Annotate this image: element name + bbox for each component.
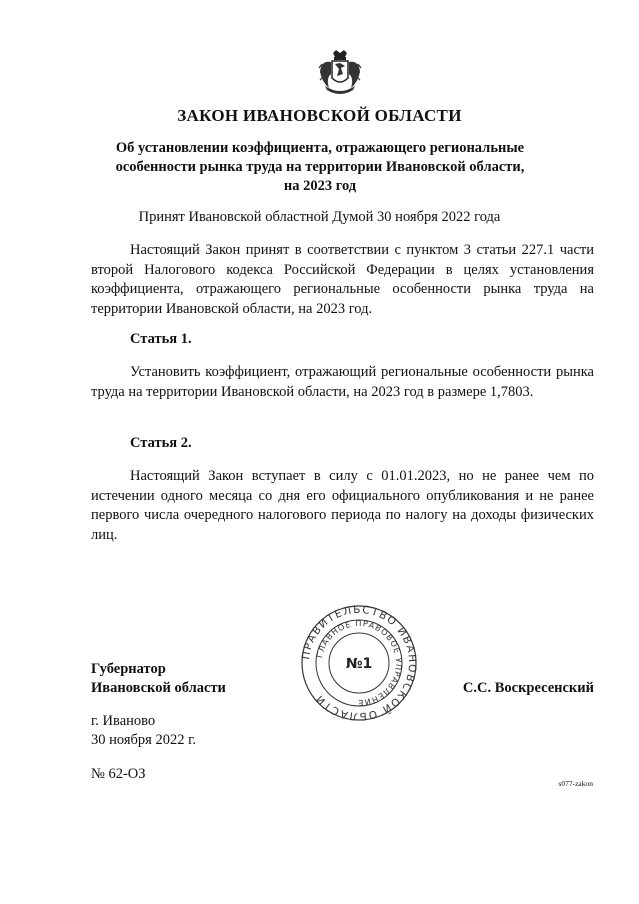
law-number: № 62-ОЗ [91,766,146,782]
subtitle-line: на 2023 год [283,178,357,194]
adoption-statement: Принят Ивановской областной Думой 30 ноября 2022 года [138,209,501,225]
subtitle-line: особенности рынка труда на территории Ивановской области, [115,159,525,175]
seal-outer-text: ПРАВИТЕЛЬСТВО ИВАНОВСКОЙ ОБЛАСТИ [300,604,418,722]
article-1-text: Установить коэффициент, отражающий региональные особенности рынка труда на территории Ивановской области, на 2023 год в размере 1,7803. [91,364,594,400]
preamble-paragraph: Настоящий Закон принят в соответствии с пунктом 3 статьи 227.1 части второй Налогового кодекса Российской Федерации в целях установления коэффициента, отражающего региональные особенности рынка труда на территории Ивановской области, на 2023 год. [91,242,594,317]
signatory-position-line: Губернатор [91,661,166,677]
coat-of-arms-icon [318,50,362,96]
article-2-text: Настоящий Закон вступает в силу с 01.01.2023, но не ранее чем по истечении одного месяца со дня его официального опубликования и не ранее первого числа очередного налогового периода по налогу на доходы физических лиц. [91,468,594,543]
law-title: ЗАКОН ИВАНОВСКОЙ ОБЛАСТИ [177,106,462,125]
seal-number: №1 [345,656,373,672]
subtitle-line: Об установлении коэффициента, отражающего региональные [115,140,525,156]
law-subtitle [110,139,530,196]
signatory-name: С.С. Воскресенский [462,680,594,696]
article-1-heading: Статья 1. [130,331,192,347]
signing-date: 30 ноября 2022 г. [91,732,197,748]
official-seal [300,604,418,722]
article-2-heading: Статья 2. [130,435,192,451]
file-code: s077-zakon [558,779,593,788]
signing-place: г. Иваново [91,713,156,729]
place-date [91,712,196,750]
signatory-position-line: Ивановской области [91,680,226,696]
signatory-position [91,660,226,698]
seal-inner-text: ГЛАВНОЕ ПРАВОВОЕ УПРАВЛЕНИЕ [315,618,404,708]
